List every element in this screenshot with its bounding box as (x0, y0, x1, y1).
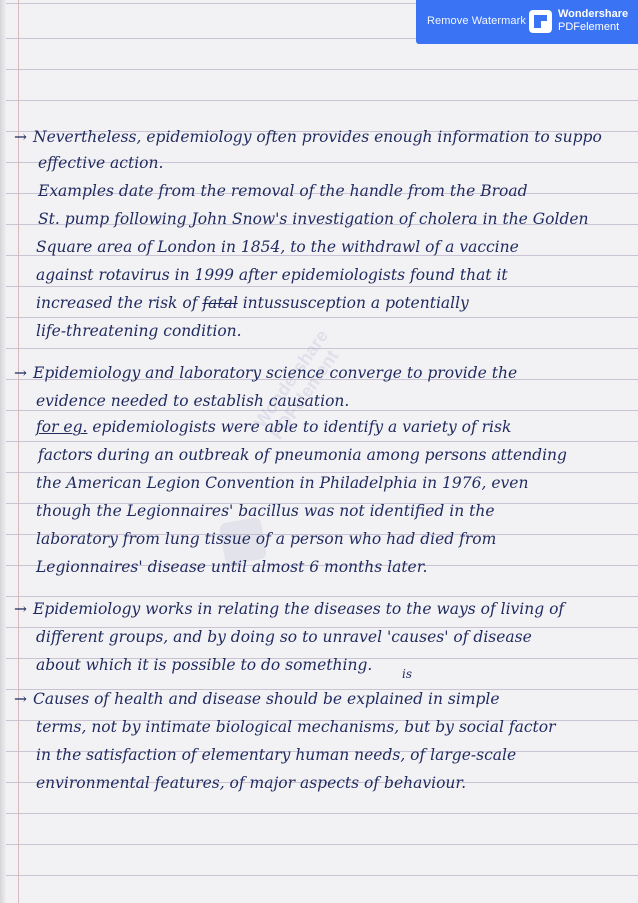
note-line: → Epidemiology works in relating the diseases to the ways of living of (14, 600, 565, 618)
note-line: life-threatening condition. (36, 322, 242, 340)
arrow-icon: → (14, 600, 27, 618)
arrow-icon: → (14, 690, 27, 708)
note-line: Legionnaires' disease until almost 6 months later. (36, 558, 428, 576)
note-line: against rotavirus in 1999 after epidemiologists found that it (36, 266, 508, 284)
note-line: though the Legionnaires' bacillus was not identified in the (36, 502, 495, 520)
faint-watermark-text: Wondershare PDFelement (250, 326, 343, 443)
note-line: St. pump following John Snow's investigation of cholera in the Golden (38, 210, 589, 228)
note-line: about which it is possible to do something. (36, 656, 373, 674)
brand-name: Wondershare PDFelement (558, 8, 629, 33)
note-line: for eg. epidemiologists were able to identify a variety of risk (36, 418, 512, 436)
note-line: evidence needed to establish causation. (36, 392, 350, 410)
underlined-phrase: for eg. (36, 418, 88, 436)
note-line: Examples date from the removal of the handle from the Broad (38, 182, 528, 200)
note-line: effective action. (38, 154, 164, 172)
inserted-word: is (402, 667, 412, 681)
note-line: Square area of London in 1854, to the withdrawl of a vaccine (36, 238, 519, 256)
remove-watermark-button[interactable]: Remove Watermark (427, 15, 526, 27)
note-line: in the satisfaction of elementary human needs, of large-scale (36, 746, 517, 764)
arrow-icon: → (14, 364, 27, 382)
note-line: different groups, and by doing so to unravel 'causes' of disease (36, 628, 532, 646)
note-line: → Nevertheless, epidemiology often provides enough information to suppo (14, 128, 602, 146)
note-line: environmental features, of major aspects of behaviour. (36, 774, 467, 792)
note-line: terms, not by intimate biological mechanisms, but by social factor (36, 718, 556, 736)
arrow-icon: → (14, 128, 27, 146)
note-line: increased the risk of fatal intussusception a potentially (36, 294, 469, 312)
pdfelement-logo-icon (529, 10, 552, 33)
note-line: factors during an outbreak of pneumonia among persons attending (38, 446, 567, 464)
note-line: → Epidemiology and laboratory science converge to provide the (14, 364, 518, 382)
note-line: the American Legion Convention in Philadelphia in 1976, even (36, 474, 529, 492)
note-line: → Causes of health and disease should be explained in simple (14, 690, 500, 708)
watermark-banner[interactable] (416, 0, 638, 44)
note-line: laboratory from lung tissue of a person who had died from (36, 530, 497, 548)
page-left-edge (0, 0, 6, 903)
struck-word: fatal (202, 294, 238, 312)
